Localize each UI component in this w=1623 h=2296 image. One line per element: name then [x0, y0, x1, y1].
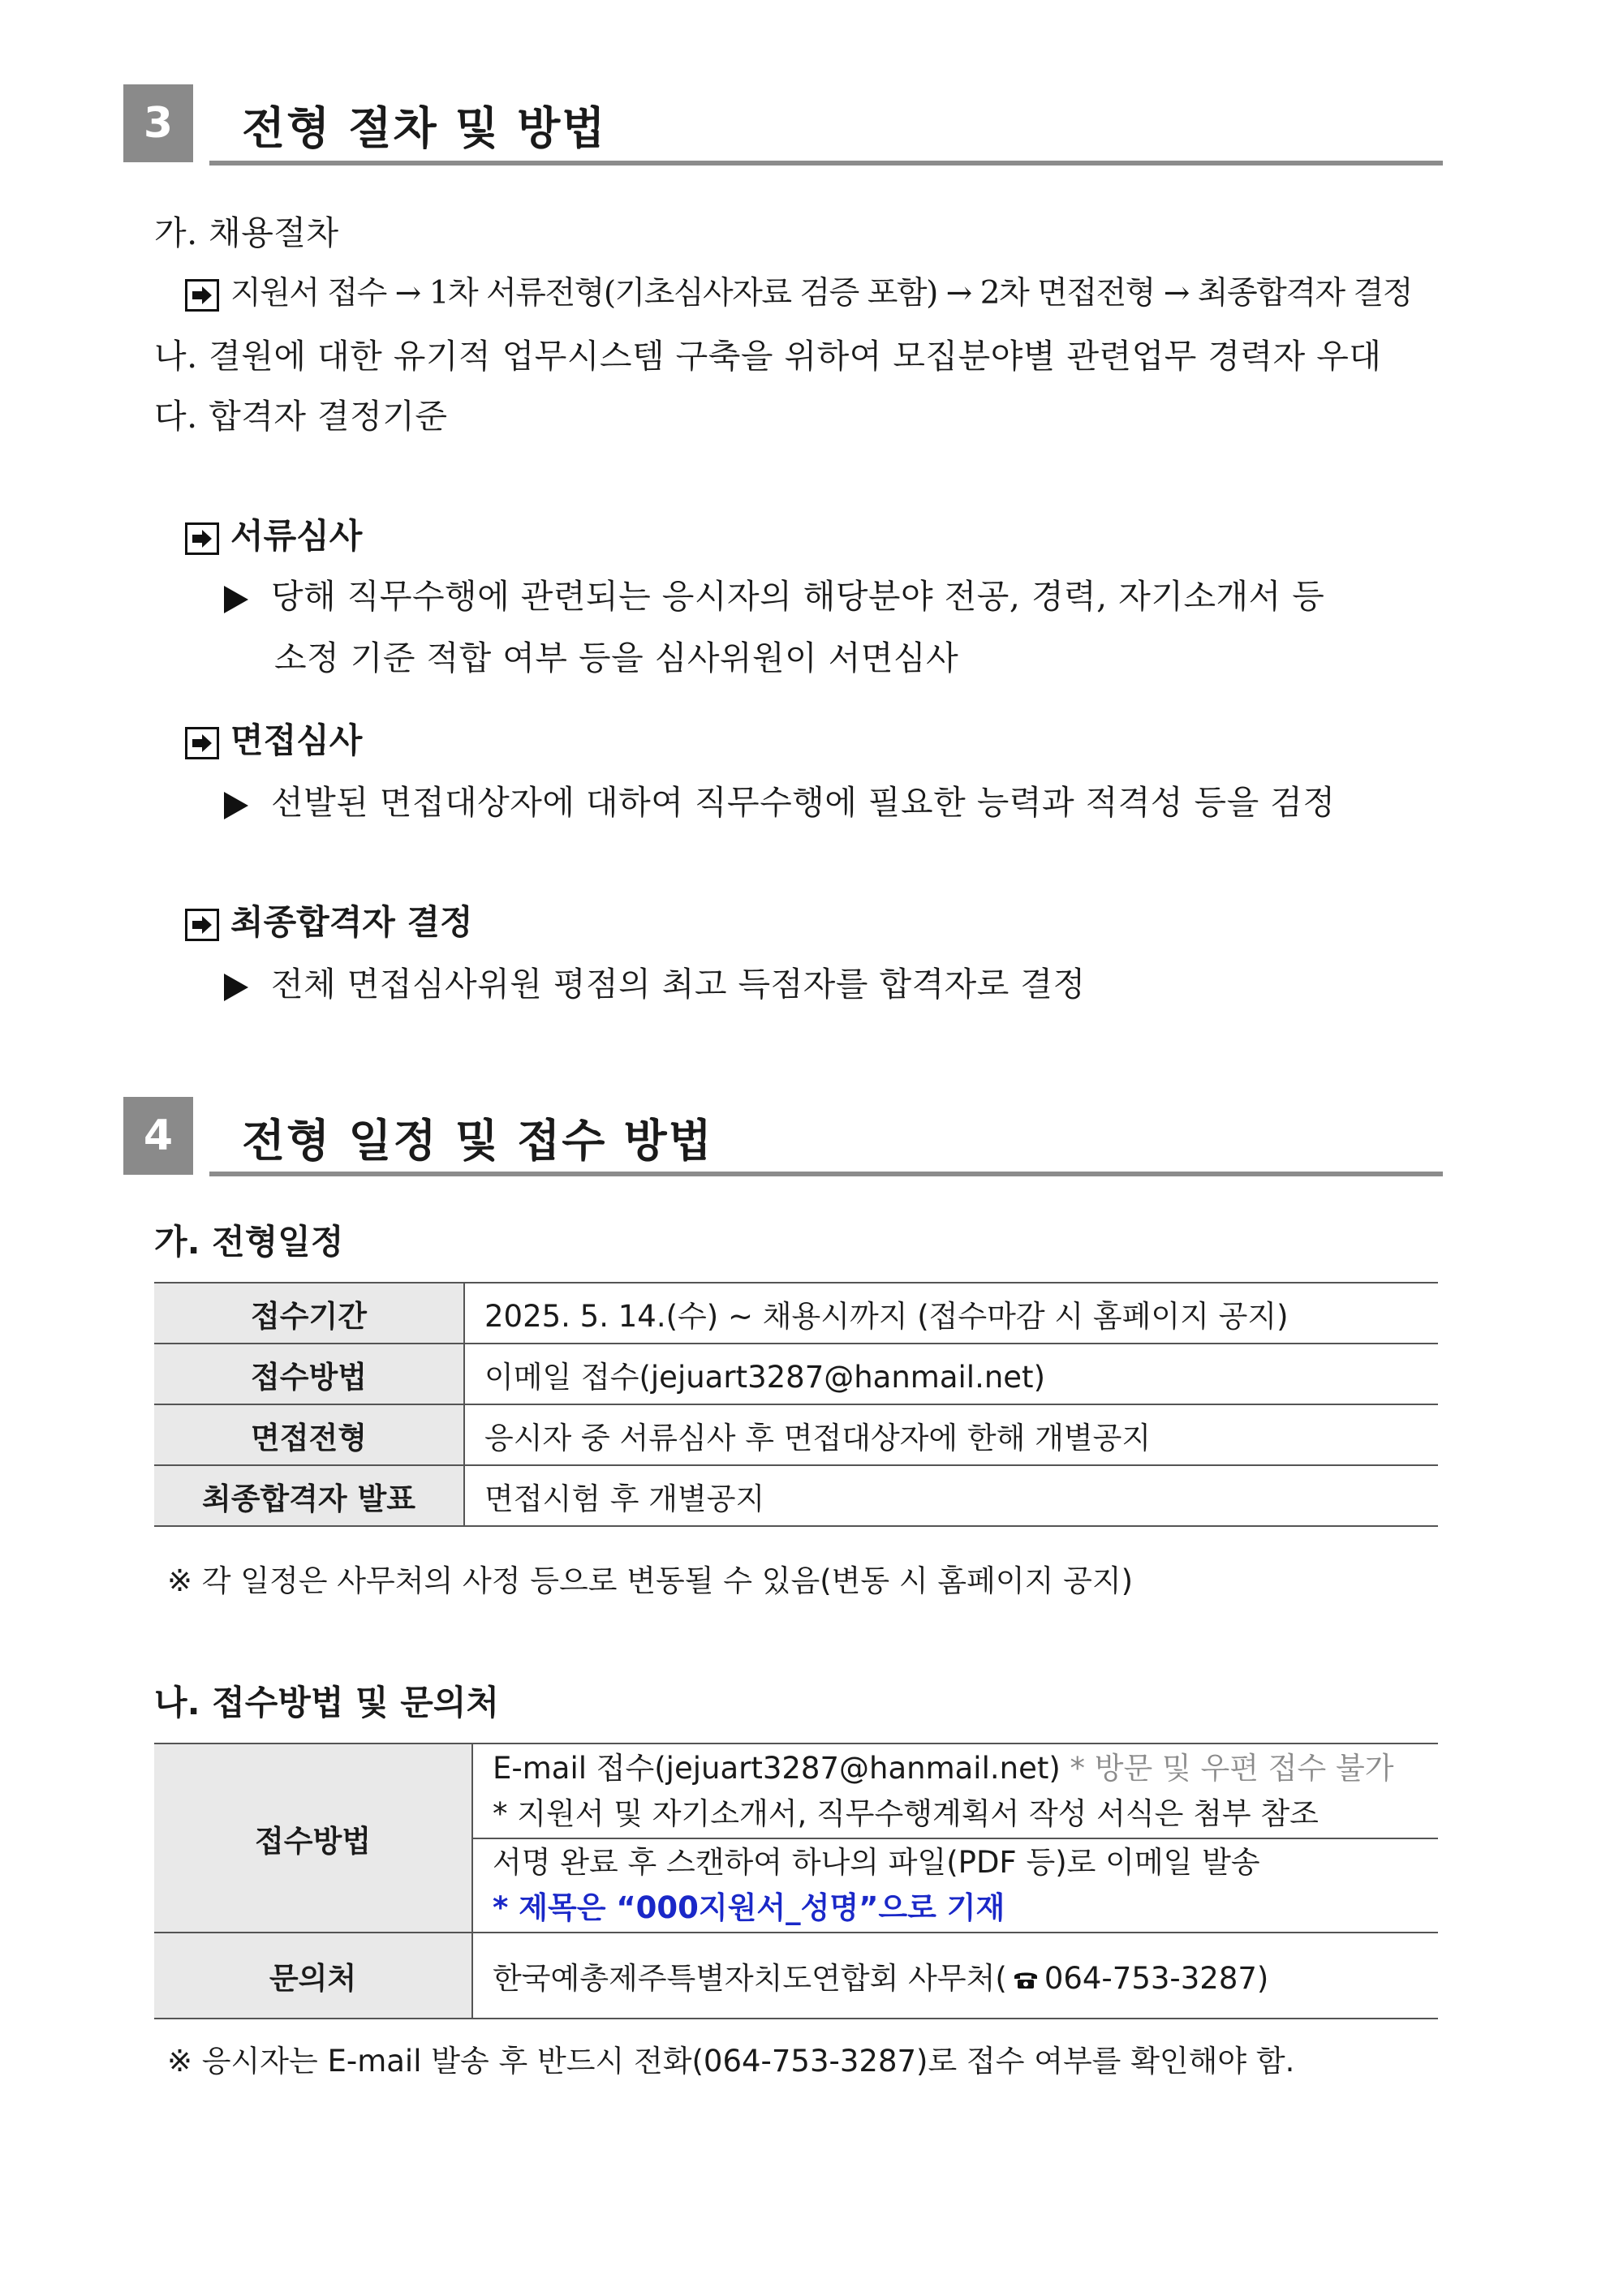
table-value: 면접시험 후 개별공지 — [464, 1465, 1438, 1526]
criteria-heading — [185, 510, 362, 558]
criteria-text: 전체 면접심사위원 평점의 최고 득점자를 합격자로 결정 — [271, 965, 1086, 1004]
triangle-bullet-icon — [224, 586, 248, 613]
table-row — [154, 1283, 1438, 1344]
table-row — [154, 1743, 1438, 1838]
phone-icon — [1012, 1963, 1040, 1997]
method-restriction: * 방문 및 우편 접수 불가 — [1060, 1751, 1394, 1786]
table-value — [472, 1743, 1438, 1838]
criteria-text: 소정 기준 적합 여부 등을 심사위원이 서면심사 — [274, 638, 959, 677]
section-title-underline — [209, 161, 1443, 166]
table-value: 이메일 접수(jejuart3287@hanmail.net) — [464, 1344, 1438, 1404]
table-label: 문의처 — [154, 1933, 472, 2019]
method-line: 서명 완료 후 스캔하여 하나의 파일(PDF 등)로 이메일 발송 — [493, 1845, 1260, 1880]
triangle-bullet-icon — [224, 974, 248, 1001]
criteria-heading — [185, 896, 473, 944]
arrow-box-icon — [185, 909, 219, 941]
final-note: ※ 응시자는 E-mail 발송 후 반드시 전화(064-753-3287)로 접수 여부를 확인해야 함. — [167, 2044, 1295, 2079]
method-line — [493, 1746, 1437, 1791]
table-value: 2025. 5. 14.(수) ~ 채용시까지 (접수마감 시 홈페이지 공지) — [464, 1283, 1438, 1344]
table-row — [154, 1465, 1438, 1526]
table-row — [154, 1404, 1438, 1465]
section-title: 전형 일정 및 접수 방법 — [242, 1115, 713, 1167]
triangle-bullet-icon — [224, 792, 248, 819]
preference-line: 나. 결원에 대한 유기적 업무시스템 구축을 위하여 모집분야별 관련업무 경력자 우대 — [154, 337, 1382, 376]
subsection-heading: 가. 전형일정 — [154, 1222, 344, 1262]
arrow-box-icon — [185, 279, 219, 312]
table-label: 접수방법 — [154, 1344, 464, 1404]
section-title: 전형 절차 및 방법 — [242, 102, 607, 154]
method-emphasis: * 제목은 “000지원서_성명”으로 기재 — [493, 1890, 1005, 1925]
procedure-flow — [185, 268, 1412, 313]
criteria-text: 당해 직무수행에 관련되는 응시자의 해당분야 전공, 경력, 자기소개서 등 — [271, 577, 1325, 616]
table-row — [154, 1933, 1438, 2019]
subsection-heading: 나. 접수방법 및 문의처 — [154, 1683, 499, 1722]
criteria-item — [224, 776, 1335, 823]
table-label: 최종합격자 발표 — [154, 1465, 464, 1526]
subsection-label: 다. 합격자 결정기준 — [154, 397, 448, 436]
criteria-item — [224, 570, 1324, 617]
section-number-badge: 4 — [123, 1097, 193, 1175]
section-title-underline — [209, 1172, 1443, 1176]
table-row — [154, 1344, 1438, 1404]
criteria-title: 면접심사 — [230, 720, 363, 760]
subsection-label: 가. 채용절차 — [154, 213, 339, 252]
arrow-box-icon — [185, 727, 219, 759]
section-number-badge: 3 — [123, 84, 193, 162]
schedule-table — [154, 1282, 1438, 1527]
table-value — [472, 1838, 1438, 1933]
schedule-note: ※ 각 일정은 사무처의 사정 등으로 변동될 수 있음(변동 시 홈페이지 공지) — [167, 1563, 1134, 1598]
criteria-title: 최종합격자 결정 — [230, 902, 473, 942]
criteria-title: 서류심사 — [230, 516, 363, 556]
table-label: 접수기간 — [154, 1283, 464, 1344]
inquiry-phone: 064-753-3287) — [1044, 1961, 1269, 1996]
criteria-heading — [185, 714, 362, 763]
table-value — [472, 1933, 1438, 2019]
contact-table — [154, 1743, 1438, 2019]
criteria-text: 선발된 면접대상자에 대하여 직무수행에 필요한 능력과 적격성 등을 검정 — [271, 783, 1336, 822]
arrow-box-icon — [185, 522, 219, 555]
inquiry-office: 한국예총제주특별자치도연합회 사무처( — [493, 1961, 1007, 1996]
procedure-flow-text: 지원서 접수 → 1차 서류전형(기초심사자료 검증 포함) → 2차 면접전형 → 최종합격자 결정 — [230, 275, 1412, 312]
table-value: 응시자 중 서류심사 후 면접대상자에 한해 개별공지 — [464, 1404, 1438, 1465]
table-label: 면접전형 — [154, 1404, 464, 1465]
criteria-item — [224, 957, 1086, 1005]
method-line: * 지원서 및 자기소개서, 직무수행계획서 작성 서식은 첨부 참조 — [493, 1796, 1319, 1831]
method-email: E-mail 접수(jejuart3287@hanmail.net) — [493, 1751, 1061, 1786]
table-label: 접수방법 — [154, 1743, 472, 1933]
